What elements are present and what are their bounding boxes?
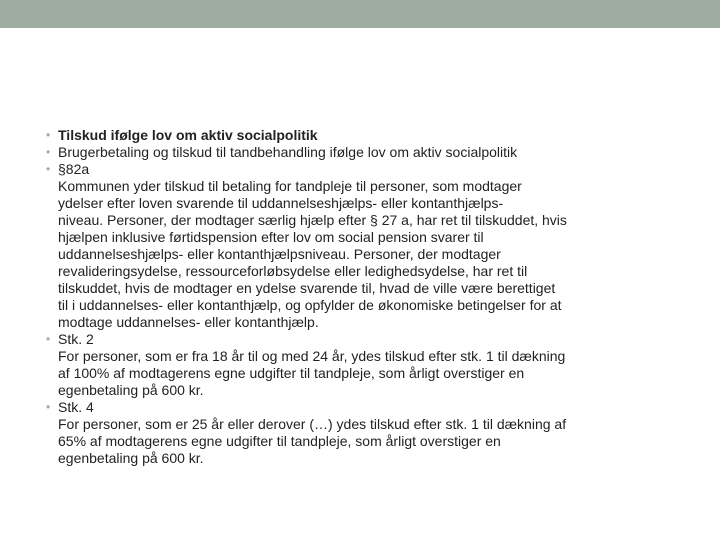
list-item-section-82a (46, 161, 686, 331)
text-line: ydelser efter loven svarende til uddannelseshjælps- eller kontanthjælps- (58, 195, 504, 211)
text-line: af 100% af modtagerens egne udgifter til tandpleje, som årligt overstiger en (58, 365, 525, 381)
top-color-band (0, 0, 720, 28)
text-line: egenbetaling på 600 kr. (58, 382, 204, 398)
text-line: 65% af modtagerens egne udgifter til tandpleje, som årligt overstiger en (58, 433, 501, 449)
text-line: For personer, som er fra 18 år til og med 24 år, ydes tilskud efter stk. 1 til dækning (58, 348, 566, 364)
text-line: hjælpen inklusive førtidspension efter lov om social pension svarer til (58, 229, 484, 245)
list-item-title (46, 127, 686, 144)
item-text (58, 127, 686, 144)
bullet-icon: • (46, 128, 51, 142)
section-label: Stk. 2 (58, 331, 94, 347)
section-label: §82a (58, 161, 90, 177)
bullet-list (46, 127, 686, 467)
item-text (58, 399, 686, 467)
item-text (58, 144, 686, 161)
bullet-icon: • (46, 400, 51, 414)
bullet-icon: • (46, 332, 51, 346)
text-line: Kommunen yder tilskud til betaling for tandpleje til personer, som modtager (58, 178, 522, 194)
list-item-stk-4 (46, 399, 686, 467)
text-line: For personer, som er 25 år eller derover (…) ydes tilskud efter stk. 1 til dækning af (58, 416, 567, 432)
bullet-icon: • (46, 145, 51, 159)
list-item-subtitle (46, 144, 686, 161)
text-line: Brugerbetaling og tilskud til tandbehandling ifølge lov om aktiv socialpolitik (58, 144, 518, 160)
text-line: tilskuddet, hvis de modtager en ydelse svarende til, hvad de ville være berettiget (58, 280, 556, 296)
list-item-stk-2 (46, 331, 686, 399)
heading-line: Tilskud ifølge lov om aktiv socialpolitik (58, 127, 318, 143)
text-line: til i uddannelses- eller kontanthjælp, og opfylder de økonomiske betingelser for at (58, 297, 562, 313)
text-line: revalideringsydelse, ressourceforløbsydelse eller ledighedsydelse, har ret til (58, 263, 528, 279)
text-line: egenbetaling på 600 kr. (58, 450, 204, 466)
item-text (58, 331, 686, 399)
text-line: modtage uddannelses- eller kontanthjælp. (58, 314, 319, 330)
section-label: Stk. 4 (58, 399, 94, 415)
text-line: niveau. Personer, der modtager særlig hjælp efter § 27 a, har ret til tilskuddet, hvis (58, 212, 567, 228)
text-line: uddannelseshjælps- eller kontanthjælpsniveau. Personer, der modtager (58, 246, 501, 262)
item-text (58, 161, 686, 331)
bullet-icon: • (46, 162, 51, 176)
